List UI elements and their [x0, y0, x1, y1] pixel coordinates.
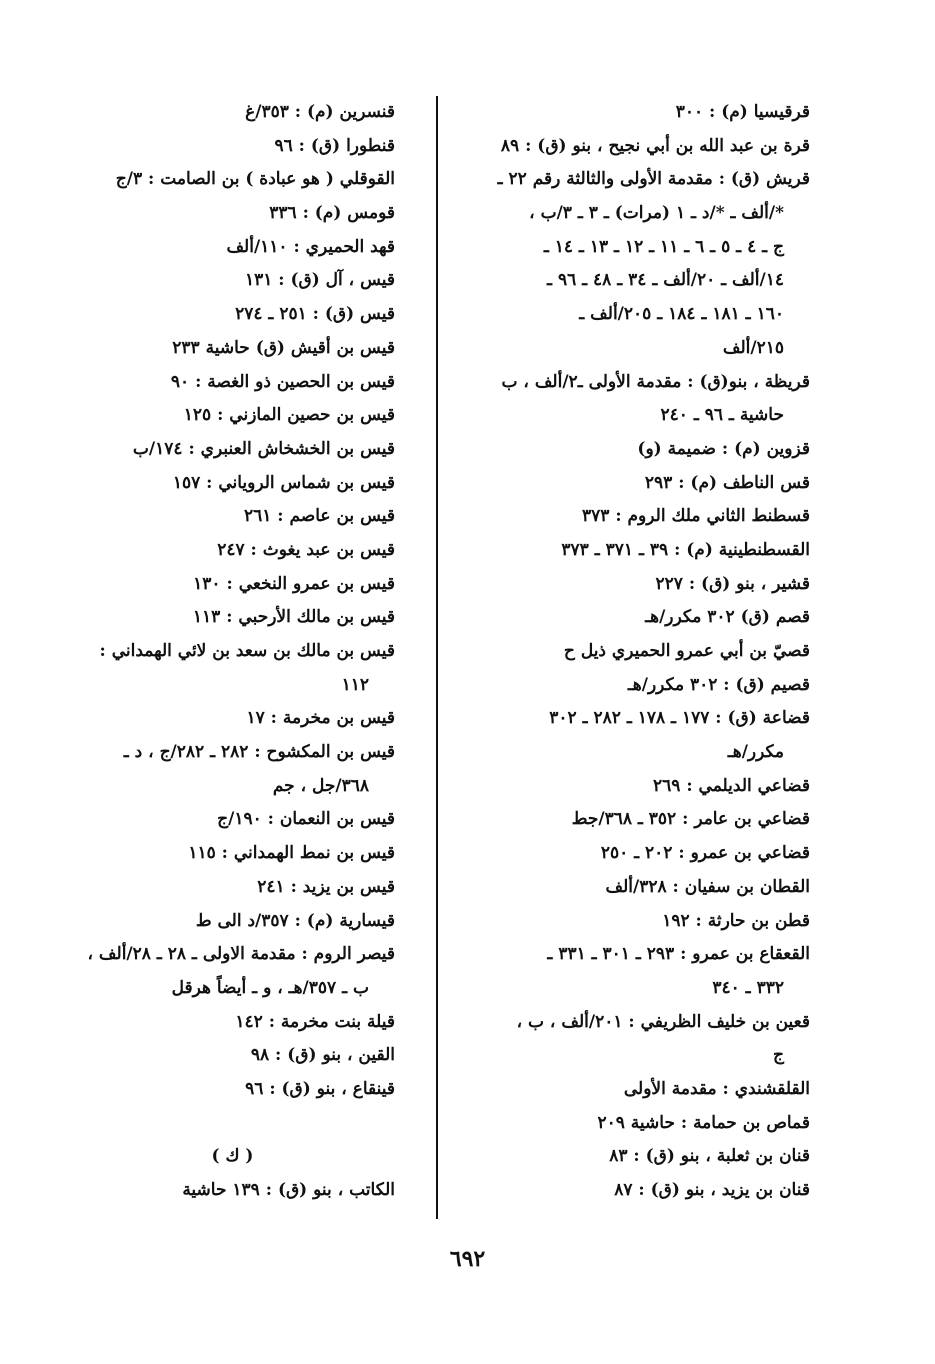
index-entry: قيس بن شماس الروياني : ١٥٧: [172, 472, 395, 493]
index-entry: قيس (ق) : ٢٥١ ـ ٢٧٤: [235, 304, 395, 325]
index-entry: قيس بن مخرمة : ١٧: [246, 708, 395, 729]
index-entry: قعين بن خليف الظريفي : ٢٠١/ألف ، ب ،: [516, 1011, 810, 1032]
index-entry: قيس بن أقيش (ق) حاشية ٢٣٣: [172, 337, 395, 358]
index-entry-continuation: ٣٦٨/جل ، جم: [272, 775, 369, 796]
index-entry: قنسرين (م) : ٣٥٣/غ: [245, 102, 395, 122]
index-entry-continuation: ١٦٠ ـ ١٨١ ـ ١٨٤ ـ ٢٠٥/ألف ـ: [579, 304, 784, 325]
index-entry: قيس بن حصين المازني : ١٢٥: [183, 405, 395, 426]
index-entry: القلقشندي : مقدمة الأولى: [623, 1078, 810, 1099]
index-entry: قس الناطف (م) : ٢٩٣: [644, 472, 810, 493]
index-entry: قينقاع ، بنو (ق) : ٩٦: [245, 1078, 395, 1099]
index-entry: قضاعي بن عمرو : ٢٠٢ ـ ٢٥٠: [600, 843, 810, 864]
index-entry-continuation: ٣٣٢ ـ ٣٤٠: [712, 977, 784, 998]
index-entry: قماص بن حمامة : حاشية ٢٠٩: [597, 1112, 810, 1133]
index-entry: قنان بن يزيد ، بنو (ق) : ٨٧: [614, 1180, 810, 1200]
index-entry: قيس بن مالك الأرحبي : ١١٣: [192, 607, 395, 628]
index-entry: قيصر الروم : مقدمة الاولى ـ ٢٨ ـ ٢٨/ألف ،: [87, 944, 395, 965]
index-entry: قيس بن الحصين ذو الغصة : ٩٠: [170, 371, 395, 392]
index-entry-continuation: ج ـ ٤ ـ ٥ ـ ٦ ـ ١١ ـ ١٢ ـ ١٣ ـ ١٤ ـ: [543, 236, 784, 257]
index-entry: قطن بن حارثة : ١٩٢: [662, 910, 810, 931]
index-entry-continuation: */ألف ـ */د ـ ١ (مرات) ـ ٣ ـ ٣/ب ،: [529, 203, 784, 224]
index-entry: قهد الحميري : ١١٠/ألف: [226, 236, 395, 257]
left-index-column: [70, 96, 395, 1208]
index-entry: قيس بن الخشخاش العنبري : ١٧٤/ب: [132, 438, 395, 459]
index-entry: قضاعي بن عامر : ٣٥٢ ـ ٣٦٨/جط: [571, 809, 810, 830]
index-entry: قيس بن نمط الهمداني : ١١٥: [188, 843, 395, 864]
index-entry: قنان بن ثعلبة ، بنو (ق) : ٨٣: [609, 1146, 810, 1167]
index-entry: القين ، بنو (ق) : ٩٨: [250, 1045, 395, 1066]
index-entry: قضاعي الديلمي : ٢٦٩: [653, 775, 810, 796]
index-entry: قيلة بنت مخرمة : ١٤٢: [235, 1011, 395, 1032]
right-index-column: [470, 96, 810, 1208]
index-entry: قريظة ، بنو(ق) : مقدمة الأولى ـ٢/ألف ، ب: [501, 371, 810, 392]
index-entry: قيس بن عبد يغوث : ٢٤٧: [217, 539, 395, 560]
index-entry: قسطنط الثاني ملك الروم : ٣٧٣: [582, 506, 810, 527]
index-entry: القوقلي ( هو عبادة ) بن الصامت : ٣/ج: [115, 169, 395, 190]
blank-line: [70, 1107, 395, 1141]
index-entry: قيس بن النعمان : ١٩٠/ج: [217, 809, 395, 830]
section-letter-heading: ( ك ): [211, 1146, 254, 1167]
index-entry-continuation: ٢١٥/ألف: [722, 337, 784, 358]
index-entry: القعقاع بن عمرو : ٢٩٣ ـ ٣٠١ ـ ٣٣١ ـ: [547, 944, 810, 965]
index-entry: قيس بن يزيد : ٢٤١: [257, 876, 395, 897]
index-entry: قيس بن المكشوح : ٢٨٢ ـ ٢٨٢/ج ، د ـ: [123, 742, 395, 763]
index-entry-continuation: ١٤/ألف ـ ٢٠/ألف ـ ٣٤ ـ ٤٨ ـ ٩٦ ـ: [547, 270, 784, 291]
index-entry: قشير ، بنو (ق) : ٢٢٧: [655, 573, 810, 594]
column-divider: [436, 96, 438, 1219]
index-entry: قيس بن مالك بن سعد بن لائي الهمداني :: [99, 641, 395, 661]
index-entry: قضاعة (ق) : ١٧٧ ـ ١٧٨ ـ ٢٨٢ ـ ٣٠٢: [549, 708, 810, 729]
page-number: ٦٩٢: [449, 1246, 486, 1272]
index-entry-continuation: مكرر/هـ: [727, 742, 784, 763]
index-entry-continuation: ١١٢: [341, 674, 369, 695]
index-entry-continuation: حاشية ـ ٩٦ ـ ٢٤٠: [660, 405, 784, 426]
index-entry: قصم (ق) ٣٠٢ مكرر/هـ: [645, 607, 810, 628]
index-entry: قومس (م) : ٣٣٦: [269, 203, 395, 224]
index-entry: قيس بن عمرو النخعي : ١٣٠: [193, 573, 395, 594]
index-entry: قيس بن عاصم : ٢٦١: [243, 506, 395, 527]
index-entry: الكاتب ، بنو (ق) : ١٣٩ حاشية: [182, 1180, 395, 1200]
index-entry: قرقيسيا (م) : ٣٠٠: [675, 102, 810, 122]
index-entry: القسطنطينية (م) : ٣٩ ـ ٣٧١ ـ ٣٧٣: [561, 539, 810, 560]
index-entry: القطان بن سفيان : ٣٢٨/ألف: [605, 876, 810, 897]
index-entry-continuation: ج: [773, 1045, 784, 1066]
index-entry: قصيم (ق) : ٣٠٢ مكرر/هـ: [627, 674, 810, 695]
index-entry: قيس ، آل (ق) : ١٣١: [244, 270, 395, 291]
index-entry-continuation: ب ـ ٣٥٧/هـ ، و ـ أيضاً هرقل: [171, 977, 369, 998]
index-entry: قصيّ بن أبي عمرو الحميري ذيل ح: [563, 641, 810, 661]
index-entry: قنطورا (ق) : ٩٦: [274, 135, 395, 156]
index-entry: قريش (ق) : مقدمة الأولى والثالثة رقم ٢٢ ـ: [497, 169, 810, 190]
index-entry: قزوين (م) : ضميمة (و): [637, 438, 810, 459]
index-entry: قرة بن عبد الله بن أبي نجيح ، بنو (ق) : ٨٩: [500, 135, 810, 156]
index-entry: قيسارية (م) : ٣٥٧/د الى ط: [195, 910, 395, 931]
